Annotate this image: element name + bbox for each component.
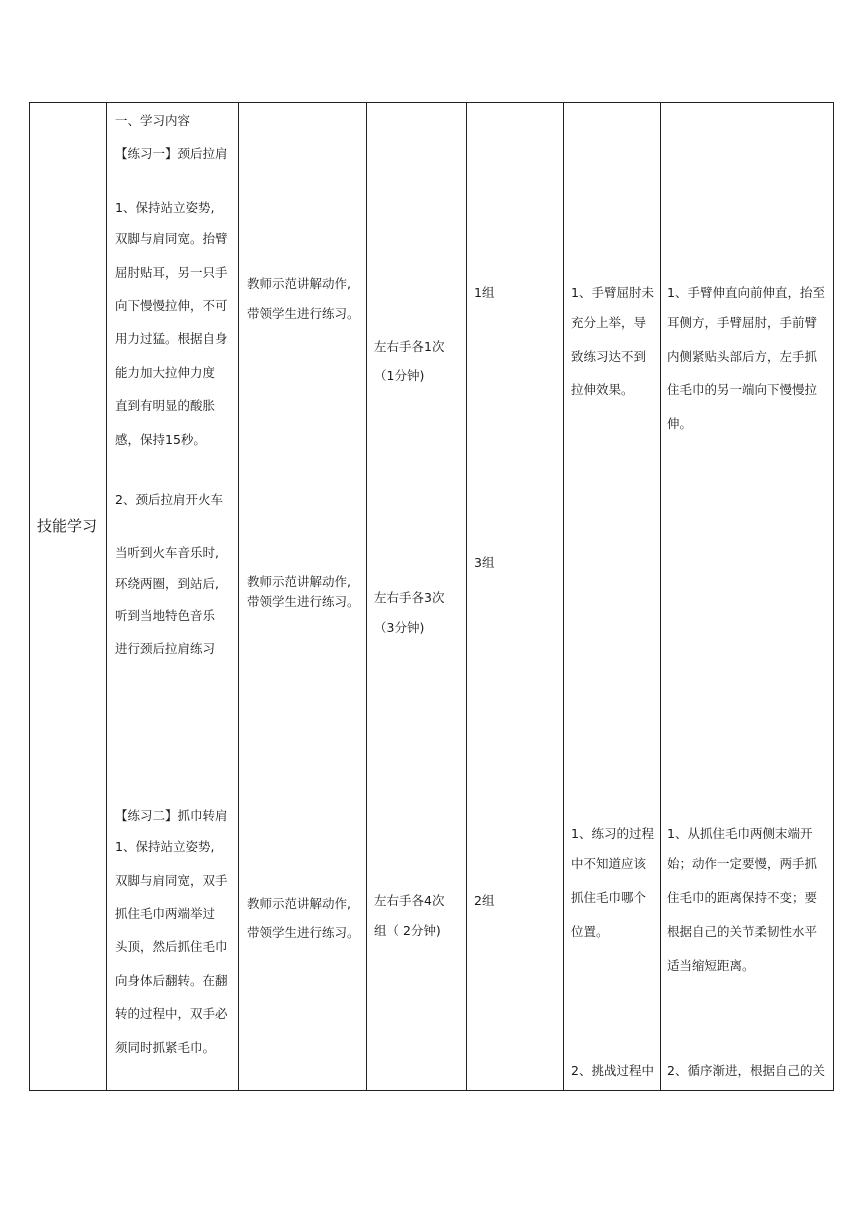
teacher-method-line: 教师示范讲解动作,: [247, 574, 351, 589]
exercise1-line: 双脚与肩同宽。抬臂: [115, 231, 228, 246]
correction-line: 根据自己的关节柔韧性水平: [667, 924, 818, 939]
exercise1-line: 直到有明显的酸胀: [115, 398, 216, 413]
exercise1-line: 感，保持15秒。: [115, 432, 206, 447]
correction-line: 住毛巾的距离保持不变；要: [667, 890, 818, 905]
exercise1b-line: 环绕两圈，到站后,: [115, 576, 219, 591]
teacher-method-line: 带领学生进行练习。: [247, 594, 360, 609]
correction-line: 1、从抓住毛巾两侧末端开: [667, 826, 813, 841]
exercise1-line: 1、保持站立姿势,: [115, 200, 215, 215]
exercise2-line: 头顶，然后抓住毛巾: [115, 939, 228, 954]
exercise2-title: 【练习二】抓巾转肩: [115, 808, 228, 823]
reps-line: 左右手各4次: [374, 893, 445, 908]
correction-line: 内侧紧贴头部后方，左手抓: [667, 349, 818, 364]
exercise1-line: 能力加大拉伸力度: [115, 365, 216, 380]
exercise1b-line: 进行颈后拉肩练习: [115, 641, 216, 656]
group-count: 2组: [474, 893, 495, 908]
error-line: 位置。: [571, 924, 609, 939]
correction-line: 耳侧方，手臂屈肘，手前臂: [667, 315, 818, 330]
group-count: 1组: [474, 285, 495, 300]
error-line: 1、手臂屈肘未: [571, 285, 654, 300]
error-line: 充分上举，导: [571, 315, 647, 330]
exercise1b-title: 2、颈后拉肩开火车: [115, 492, 223, 507]
reps-line: （3分钟): [374, 620, 425, 635]
teacher-method-line: 教师示范讲解动作,: [247, 896, 351, 911]
exercise1b-line: 听到当地特色音乐: [115, 608, 216, 623]
correction-line: 适当缩短距离。: [667, 958, 755, 973]
exercise1-title: 【练习一】颈后拉肩: [115, 146, 228, 161]
column-divider: [238, 102, 239, 1091]
teacher-method-line: 带领学生进行练习。: [247, 306, 360, 321]
group-count: 3组: [474, 555, 495, 570]
column-divider: [563, 102, 564, 1091]
correction-line: 2、循序渐进，根据自己的关: [667, 1063, 825, 1078]
error-line: 拉伸效果。: [571, 382, 634, 397]
exercise1-line: 用力过猛。根据自身: [115, 331, 228, 346]
column-divider: [660, 102, 661, 1091]
correction-line: 伸。: [667, 416, 693, 431]
teacher-method-line: 带领学生进行练习。: [247, 925, 360, 940]
error-line: 1、练习的过程: [571, 826, 654, 841]
reps-line: 左右手各3次: [374, 590, 445, 605]
error-line: 2、挑战过程中: [571, 1063, 654, 1078]
exercise2-line: 须同时抓紧毛巾。: [115, 1040, 216, 1055]
error-line: 中不知道应该: [571, 856, 647, 871]
exercise1-line: 屈肘贴耳，另一只手: [115, 265, 228, 280]
column-divider: [466, 102, 467, 1091]
reps-line: 左右手各1次: [374, 339, 445, 354]
column-divider: [106, 102, 107, 1091]
reps-line: 组（ 2分钟): [374, 923, 441, 938]
exercise1-line: 向下慢慢拉伸，不可: [115, 298, 228, 313]
correction-line: 1、手臂伸直向前伸直，抬至: [667, 285, 825, 300]
exercise2-line: 1、保持站立姿势,: [115, 839, 215, 854]
section-label: 技能学习: [37, 517, 98, 535]
exercise2-line: 转的过程中，双手必: [115, 1006, 228, 1021]
column-divider: [366, 102, 367, 1091]
correction-line: 始；动作一定要慢，两手抓: [667, 856, 818, 871]
error-line: 抓住毛巾哪个: [571, 890, 647, 905]
exercise2-line: 向身体后翻转。在翻: [115, 973, 228, 988]
error-line: 致练习达不到: [571, 349, 647, 364]
reps-line: （1分钟): [374, 368, 425, 383]
content-heading: 一、学习内容: [115, 113, 191, 128]
exercise2-line: 抓住毛巾两端举过: [115, 906, 216, 921]
teacher-method-line: 教师示范讲解动作,: [247, 276, 351, 291]
exercise2-line: 双脚与肩同宽，双手: [115, 873, 228, 888]
exercise1b-line: 当听到火车音乐时,: [115, 545, 219, 560]
correction-line: 住毛巾的另一端向下慢慢拉: [667, 382, 818, 397]
